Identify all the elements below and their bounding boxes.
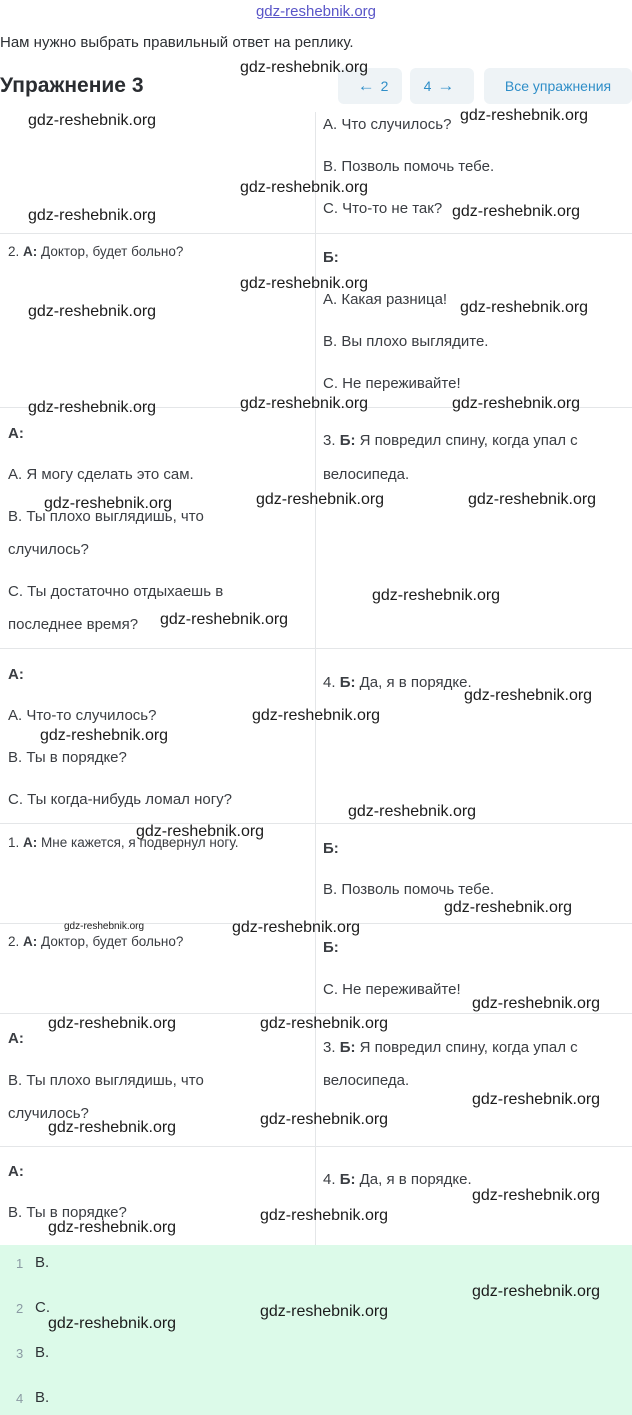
speaker-label: Б: xyxy=(339,432,356,449)
speaker-label: A: xyxy=(8,666,24,683)
question-number: 3. xyxy=(323,432,336,449)
watermark: gdz-reshebnik.org xyxy=(472,1283,601,1300)
watermark: gdz-reshebnik.org xyxy=(40,727,169,744)
watermark: gdz-reshebnik.org xyxy=(28,399,157,416)
watermark: gdz-reshebnik.org xyxy=(260,1207,389,1224)
watermark: gdz-reshebnik.org xyxy=(48,1119,177,1136)
question-number: 4. xyxy=(323,1171,336,1188)
question-text xyxy=(323,1039,578,1056)
question-number: 1. xyxy=(8,835,20,850)
question-line: Да, я в порядке. xyxy=(359,674,472,691)
watermark: gdz-reshebnik.org xyxy=(48,1015,177,1032)
watermark: gdz-reshebnik.org xyxy=(256,491,385,508)
watermark: gdz-reshebnik.org xyxy=(48,1219,177,1236)
question-line: Я повредил спину, когда упал с xyxy=(359,1039,578,1056)
question-text xyxy=(8,244,183,259)
watermark: gdz-reshebnik.org xyxy=(372,587,501,604)
watermark: gdz-reshebnik.org xyxy=(44,495,173,512)
next-exercise-label: 4 xyxy=(423,78,432,94)
option-text: C. Ты достаточно отдыхаешь в xyxy=(8,583,224,600)
speaker-label: Б: xyxy=(339,1039,356,1056)
speaker-label: A: xyxy=(8,425,24,442)
question-text xyxy=(323,1171,472,1188)
watermark: gdz-reshebnik.org xyxy=(252,707,381,724)
watermark: gdz-reshebnik.org xyxy=(48,1315,177,1332)
watermark: gdz-reshebnik.org xyxy=(232,919,361,936)
page-title: Упражнение 3 xyxy=(0,74,144,97)
question-line: Мне кажется, я подвернул ногу. xyxy=(41,835,239,850)
option-text: A. Что-то случилось? xyxy=(8,707,157,724)
watermark: gdz-reshebnik.org xyxy=(240,59,369,76)
watermark: gdz-reshebnik.org xyxy=(28,112,157,129)
row-divider xyxy=(0,407,632,408)
option-text: B. Ты плохо выглядишь, что xyxy=(8,508,204,525)
speaker-label: Б: xyxy=(339,674,356,691)
watermark: gdz-reshebnik.org xyxy=(444,899,573,916)
row-divider xyxy=(0,233,632,234)
question-line: велосипеда. xyxy=(323,466,410,483)
prev-exercise-button[interactable] xyxy=(338,68,402,104)
next-exercise-button[interactable] xyxy=(410,68,474,104)
answer-text: B. Ты в порядке? xyxy=(8,1204,127,1221)
row-divider xyxy=(0,1013,632,1014)
answer-value: C. xyxy=(35,1299,50,1316)
speaker-label: A: xyxy=(8,1163,24,1180)
prev-exercise-label: 2 xyxy=(380,78,389,94)
question-line: Я повредил спину, когда упал с xyxy=(359,432,578,449)
speaker-label: Б: xyxy=(323,939,339,956)
watermark: gdz-reshebnik.org xyxy=(260,1111,389,1128)
speaker-label: A: xyxy=(8,1030,24,1047)
watermark: gdz-reshebnik.org xyxy=(472,1091,601,1108)
watermark: gdz-reshebnik.org xyxy=(260,1303,389,1320)
watermark: gdz-reshebnik.org xyxy=(460,107,589,124)
answer-number: 1 xyxy=(16,1256,24,1271)
question-number: 3. xyxy=(323,1039,336,1056)
watermark: gdz-reshebnik.org xyxy=(64,921,145,932)
watermark: gdz-reshebnik.org xyxy=(468,491,597,508)
intro-text: Нам нужно выбрать правильный ответ на реплику. xyxy=(0,34,354,51)
speaker-label: Б: xyxy=(339,1171,356,1188)
answer-text: B. Ты плохо выглядишь, что xyxy=(8,1072,204,1089)
question-text xyxy=(323,674,472,691)
option-text: A. Я могу сделать это сам. xyxy=(8,466,194,483)
watermark: gdz-reshebnik.org xyxy=(472,1187,601,1204)
answer-text: случилось? xyxy=(8,1105,89,1122)
question-text xyxy=(323,432,578,449)
row-divider xyxy=(0,823,632,824)
answer-value: B. xyxy=(35,1389,50,1406)
speaker-label: A: xyxy=(23,244,38,259)
speaker-label: Б: xyxy=(323,249,339,266)
watermark: gdz-reshebnik.org xyxy=(460,299,589,316)
question-line: велосипеда. xyxy=(323,1072,410,1089)
watermark: gdz-reshebnik.org xyxy=(452,395,581,412)
watermark: gdz-reshebnik.org xyxy=(240,395,369,412)
speaker-label: Б: xyxy=(323,840,339,857)
all-exercises-button[interactable] xyxy=(484,68,632,104)
option-text: случилось? xyxy=(8,541,89,558)
option-text: B. Ты в порядке? xyxy=(8,749,127,766)
row-divider xyxy=(0,1146,632,1147)
speaker-label: A: xyxy=(23,934,38,949)
question-text xyxy=(8,934,183,949)
watermark: gdz-reshebnik.org xyxy=(452,203,581,220)
site-link[interactable]: gdz-reshebnik.org xyxy=(255,3,377,20)
watermark: gdz-reshebnik.org xyxy=(28,303,157,320)
watermark: gdz-reshebnik.org xyxy=(160,611,289,628)
question-number: 2. xyxy=(8,934,20,949)
column-divider xyxy=(315,112,316,1245)
answer-number: 4 xyxy=(16,1391,24,1406)
arrow-right-icon: → xyxy=(437,76,455,95)
answer-value: B. xyxy=(35,1344,50,1361)
watermark: gdz-reshebnik.org xyxy=(472,995,601,1012)
watermark: gdz-reshebnik.org xyxy=(240,275,369,292)
option-text: C. Что-то не так? xyxy=(323,200,443,217)
row-divider xyxy=(0,648,632,649)
speaker-label: A: xyxy=(23,835,38,850)
question-text xyxy=(8,835,238,850)
option-text: C. Не переживайте! xyxy=(323,375,461,392)
option-text: B. Вы плохо выглядите. xyxy=(323,333,489,350)
all-exercises-label: Все упражнения xyxy=(504,78,612,94)
watermark: gdz-reshebnik.org xyxy=(240,179,369,196)
option-text: C. Ты когда-нибудь ломал ногу? xyxy=(8,791,233,808)
answer-number: 2 xyxy=(16,1301,24,1316)
option-text: B. Позволь помочь тебе. xyxy=(323,158,495,175)
watermark: gdz-reshebnik.org xyxy=(260,1015,389,1032)
watermark: gdz-reshebnik.org xyxy=(348,803,477,820)
watermark: gdz-reshebnik.org xyxy=(136,823,265,840)
arrow-left-icon: ← xyxy=(357,76,375,95)
answer-text: B. Позволь помочь тебе. xyxy=(323,881,495,898)
answers-panel xyxy=(0,1245,632,1415)
watermark: gdz-reshebnik.org xyxy=(464,687,593,704)
question-line: Да, я в порядке. xyxy=(359,1171,472,1188)
option-text: A. Что случилось? xyxy=(323,116,452,133)
watermark: gdz-reshebnik.org xyxy=(28,207,157,224)
answer-text: C. Не переживайте! xyxy=(323,981,461,998)
answer-number: 3 xyxy=(16,1346,24,1361)
answer-value: B. xyxy=(35,1254,50,1271)
question-number: 4. xyxy=(323,674,336,691)
question-number: 2. xyxy=(8,244,20,259)
option-text: последнее время? xyxy=(8,616,139,633)
option-text: A. Какая разница! xyxy=(323,291,448,308)
row-divider xyxy=(0,923,632,924)
question-line: Доктор, будет больно? xyxy=(41,244,184,259)
question-line: Доктор, будет больно? xyxy=(41,934,184,949)
